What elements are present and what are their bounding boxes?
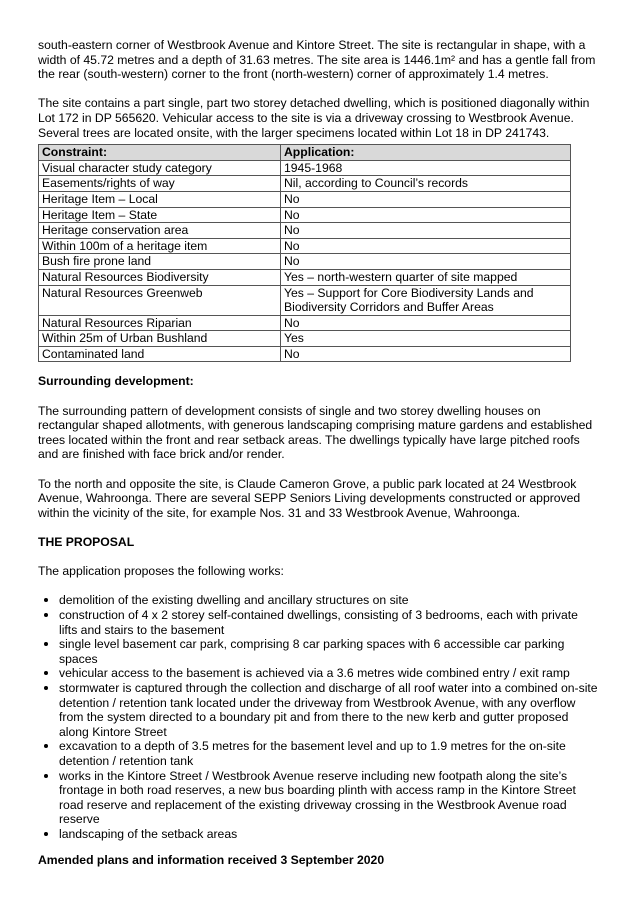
list-item-text: excavation to a depth of 3.5 metres for the basement level and up to 1.9 metres for the on-site detention / retention tank xyxy=(59,739,566,768)
constraint-cell: Bush fire prone land xyxy=(39,254,281,270)
surrounding-paragraph-1: The surrounding pattern of development consists of single and two storey dwelling houses on rectangular shaped allotments, with generous landscaping comprising mature gardens and established trees located within the front and rear setback areas. The dwellings typically have large pitched roofs and are finished with face brick and/or render. xyxy=(38,403,593,462)
constraint-cell: Heritage Item – State xyxy=(39,207,281,223)
application-cell: Nil, according to Council’s records xyxy=(281,176,571,192)
list-item xyxy=(22,827,598,842)
application-cell: No xyxy=(281,191,571,207)
constraint-cell: Within 100m of a heritage item xyxy=(39,238,281,254)
list-item xyxy=(22,608,598,637)
list-item-text: stormwater is captured through the collection and discharge of all roof water into a combined on-site detention / retention tank located under the driveway from Westbrook Avenue, with any overflow from the system directed to a boundary pit and from there to the new kerb and gutter proposed along Kintore Street xyxy=(59,680,598,739)
surrounding-paragraph-2: To the north and opposite the site, is Claude Cameron Grove, a public park located at 24 Westbrook Avenue, Wahroonga. There are several SEPP Seniors Living developments constructed or approved within the vicinity of the site, for example Nos. 31 and 33 Westbrook Avenue, Wahroonga. xyxy=(38,476,581,520)
constraint-cell: Heritage conservation area xyxy=(39,223,281,239)
header-application: Application: xyxy=(281,145,571,161)
constraint-cell: Visual character study category xyxy=(39,160,281,176)
list-item xyxy=(22,666,598,681)
table-row xyxy=(39,191,571,207)
bullet-icon xyxy=(44,671,48,675)
intro-paragraph-2: The site contains a part single, part two storey detached dwelling, which is positioned diagonally within Lot 172 in DP 565620. Vehicular access to the site is via a driveway crossing to Westbrook Avenue. Several trees are located onsite, with the larger specimens located within Lot 18 in DP 241743. xyxy=(38,96,590,140)
amended-heading: Amended plans and information received 3 September 2020 xyxy=(38,853,385,868)
table-row xyxy=(39,346,571,362)
table-row xyxy=(39,315,571,331)
bullet-icon xyxy=(44,613,48,617)
list-item-text: works in the Kintore Street / Westbrook Avenue reserve including new footpath along the site’s frontage in both road reserves, a new bus boarding plinth with access ramp in the Kintore Street road reserve and replacement of the existing driveway crossing in the Westbrook Avenue road reserve xyxy=(59,768,576,827)
list-item-text: single level basement car park, comprising 8 car parking spaces with 6 accessible car parking spaces xyxy=(59,637,565,666)
list-item xyxy=(22,681,598,739)
document-page xyxy=(38,38,598,868)
constraints-table xyxy=(38,144,571,362)
application-cell: Yes – north-western quarter of site mapped xyxy=(281,269,571,285)
list-item xyxy=(22,739,598,768)
list-item-text: demolition of the existing dwelling and ancillary structures on site xyxy=(59,593,409,608)
application-cell: No xyxy=(281,315,571,331)
list-item xyxy=(22,637,598,666)
bullet-icon xyxy=(44,642,48,646)
constraint-cell: Natural Resources Biodiversity xyxy=(39,269,281,285)
table-row xyxy=(39,331,571,347)
list-item-text: construction of 4 x 2 storey self-contained dwellings, consisting of 3 bedrooms, each with private lifts and stairs to the basement xyxy=(59,607,578,637)
table-row xyxy=(39,207,571,223)
table-row xyxy=(39,238,571,254)
table-row xyxy=(39,269,571,285)
constraint-cell: Within 25m of Urban Bushland xyxy=(39,331,281,347)
constraint-cell: Natural Resources Riparian xyxy=(39,315,281,331)
surrounding-heading: Surrounding development: xyxy=(38,374,194,389)
table-row xyxy=(39,285,571,315)
application-cell: No xyxy=(281,238,571,254)
table-row xyxy=(39,254,571,270)
list-item-text: landscaping of the setback areas xyxy=(59,826,238,841)
list-item-text: vehicular access to the basement is achieved via a 3.6 metres wide combined entry / exit ramp xyxy=(59,666,570,681)
application-cell: No xyxy=(281,346,571,362)
application-cell: No xyxy=(281,223,571,239)
application-cell: No xyxy=(281,254,571,270)
constraint-cell: Heritage Item – Local xyxy=(39,191,281,207)
constraint-cell: Contaminated land xyxy=(39,346,281,362)
list-item xyxy=(22,769,598,827)
table-row xyxy=(39,176,571,192)
application-cell: Yes xyxy=(281,331,571,347)
list-item xyxy=(22,593,598,608)
intro-paragraph-1: south-eastern corner of Westbrook Avenue and Kintore Street. The site is rectangular in shape, with a width of 45.72 metres and a depth of 31.63 metres. The site area is 1446.1m² and has a gentle fall from the rear (south-western) corner to the front (north-western) corner of approximately 1.4 metres. xyxy=(38,38,596,82)
proposal-heading: THE PROPOSAL xyxy=(38,535,135,549)
bullet-icon xyxy=(44,598,48,602)
application-cell: No xyxy=(281,207,571,223)
bullet-icon xyxy=(44,832,48,836)
works-list xyxy=(38,593,598,841)
proposal-intro: The application proposes the following works: xyxy=(38,564,284,579)
bullet-icon xyxy=(44,744,48,748)
header-constraint: Constraint: xyxy=(39,145,281,161)
table-row xyxy=(39,223,571,239)
bullet-icon xyxy=(44,686,48,690)
application-cell: 1945-1968 xyxy=(281,160,571,176)
constraint-cell: Natural Resources Greenweb xyxy=(39,285,281,315)
constraint-cell: Easements/rights of way xyxy=(39,176,281,192)
bullet-icon xyxy=(44,774,48,778)
table-row xyxy=(39,160,571,176)
table-header-row xyxy=(39,145,571,161)
application-cell: Yes – Support for Core Biodiversity Lands and Biodiversity Corridors and Buffer Areas xyxy=(281,285,571,315)
